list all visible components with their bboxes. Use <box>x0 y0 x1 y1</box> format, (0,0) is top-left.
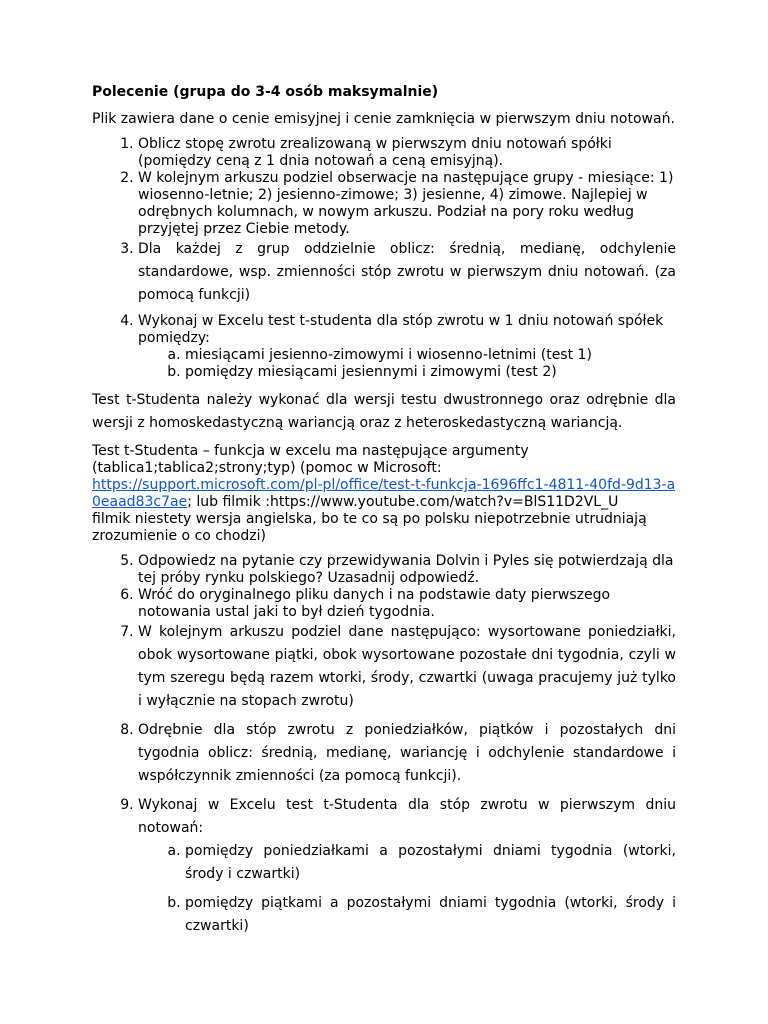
film-note-text: filmik niestety wersja angielska, bo te co są po polsku niepotrzebnie utrudniają zrozumienie o co chodzi) <box>92 511 647 544</box>
function-paragraph <box>92 443 676 545</box>
sub-list-item: a. pomiędzy poniedziałkami a pozostałymi dniami tygodnia (wtorki, środy i czwartki) <box>185 840 676 886</box>
list-item-text: Wykonaj w Excelu test t-studenta dla stóp zwrotu w 1 dniu notowań spółek pomiędzy: <box>138 313 664 346</box>
sub-list <box>138 347 676 381</box>
sub-list <box>138 840 676 938</box>
list-item: 8. Odrębnie dla stóp zwrotu z poniedziałków, piątków i pozostałych dni tygodnia oblicz: średnią, medianę, wariancję i odchylenie standardowe i współczynnik zmienności (za pomocą funkcji). <box>138 719 676 788</box>
sub-list-item: a. miesiącami jesienno-zimowymi i wiosenno-letnimi (test 1) <box>185 347 676 364</box>
function-text: Test t-Studenta – funkcja w excelu ma następujące argumenty (tablica1;tablica2;strony;typ) (pomoc w Microsoft: <box>92 443 529 476</box>
list-item: 1. Oblicz stopę zwrotu zrealizowaną w pierwszym dniu notowań spółki (pomiędzy ceną z 1 dnia notowań a ceną emisyjną). <box>138 136 676 170</box>
list-item: 3. Dla każdej z grup oddzielnie oblicz: średnią, medianę, odchylenie standardowe, wsp. zmienności stóp zwrotu w pierwszym dniu notowań. (za pomocą funkcji) <box>138 238 676 307</box>
list-item <box>138 313 676 381</box>
list-item <box>138 794 676 938</box>
list-item: 2. W kolejnym arkuszu podziel obserwacje na następujące grupy - miesiące: 1) wiosenno-letnie; 2) jesienno-zimowe; 3) jesienne, 4) zimowe. Najlepiej w odrębnych kolumnach, w nowym arkuszu. Podział na pory roku według przyjętej przez Ciebie metody. <box>138 170 676 238</box>
list-item: 5. Odpowiedz na pytanie czy przewidywania Dolvin i Pyles się potwierdzają dla tej próby rynku polskiego? Uzasadnij odpowiedź. <box>138 553 676 587</box>
sub-list-item: b. pomiędzy piątkami a pozostałymi dniami tygodnia (wtorki, środy i czwartki) <box>185 892 676 938</box>
ttest-note-paragraph: Test t-Studenta należy wykonać dla wersji testu dwustronnego oraz odrębnie dla wersji z homoskedastyczną wariancją oraz z heteroskedastyczną wariancją. <box>92 392 676 431</box>
list-item: 7. W kolejnym arkuszu podziel dane następująco: wysortowane poniedziałki, obok wysortowane piątki, obok wysortowane pozostałe dni tygodnia, czyli w tym szeregu będą razem wtorki, środy, czwartki (uwaga pracujemy już tylko i wyłącznie na stopach zwrotu) <box>138 621 676 713</box>
list-item-text: Wykonaj w Excelu test t-Studenta dla stóp zwrotu w pierwszym dniu notowań: <box>138 797 676 836</box>
microsoft-support-link[interactable]: https://support.microsoft.com/pl-pl/office/test-t-funkcja-1696ffc1-4811-40fd-9d13-a0eaad83c7ae <box>92 477 676 510</box>
list-item: 6. Wróć do oryginalnego pliku danych i na podstawie daty pierwszego notowania ustal jaki to był dzień tygodnia. <box>138 587 676 621</box>
document-title: Polecenie (grupa do 3-4 osób maksymalnie) <box>92 84 439 100</box>
sub-list-item: b. pomiędzy miesiącami jesiennymi i zimowymi (test 2) <box>185 364 676 381</box>
intro-paragraph: Plik zawiera dane o cenie emisyjnej i cenie zamknięcia w pierwszym dniu notowań. <box>92 111 675 127</box>
task-list-1 <box>92 136 676 381</box>
task-list-2 <box>92 553 676 938</box>
youtube-text: ; lub filmik :https://www.youtube.com/watch?v=BlS11D2VL_U <box>187 494 619 510</box>
